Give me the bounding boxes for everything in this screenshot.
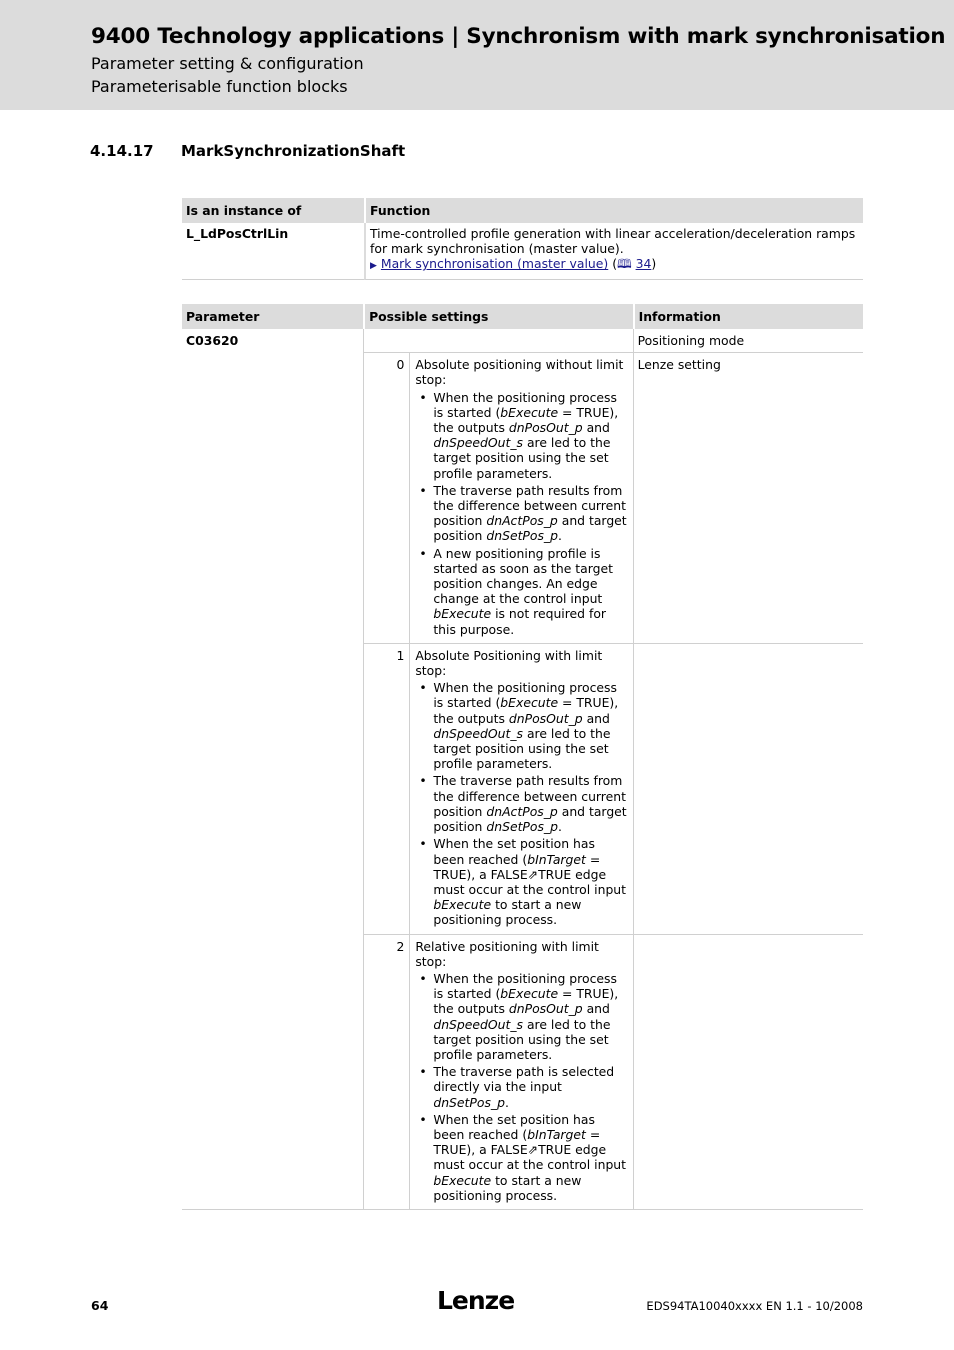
option-info: Lenze setting bbox=[633, 353, 863, 644]
parameter-code: C03620 bbox=[186, 333, 239, 348]
list-item: • When the positioning process is started (bExecute = TRUE), the outputs dnPosOut_p and dnSpeedOut_s are led to the target position using the set profile parameters. bbox=[433, 390, 628, 481]
parameter-spacer bbox=[182, 644, 363, 935]
list-item: • The traverse path results from the difference between current position dnActPos_p and target position dnSetPos_p. bbox=[433, 773, 628, 834]
list-item: • The traverse path is selected directly via the input dnSetPos_p. bbox=[433, 1064, 628, 1110]
page-subtitle: Parameter setting & configuration bbox=[91, 54, 364, 73]
option-title: Relative positioning with limit stop: bbox=[415, 938, 599, 969]
settings-empty-cell bbox=[363, 329, 633, 353]
instance-name: L_LdPosCtrlLin bbox=[182, 223, 364, 280]
instance-header: Is an instance of bbox=[182, 198, 364, 223]
function-header: Function bbox=[364, 198, 863, 223]
parameter-info: Positioning mode bbox=[633, 329, 863, 353]
list-item: • When the set position has been reached (bInTarget = TRUE), a FALSE⇗TRUE edge must occur at the control input bExecute to start a new positioning process. bbox=[433, 1112, 628, 1203]
parameter-table bbox=[182, 304, 863, 1210]
option-title: Absolute positioning without limit stop: bbox=[415, 357, 624, 388]
option-description bbox=[410, 935, 632, 1210]
option-info bbox=[633, 644, 863, 935]
page-ref-link[interactable]: 34 bbox=[635, 256, 652, 272]
book-icon: 🕮 bbox=[617, 256, 632, 272]
list-item: • A new positioning profile is started as soon as the target position changes. An edge change at the control input bExecute is not required for this purpose. bbox=[433, 546, 628, 637]
option-bullets bbox=[415, 971, 628, 1203]
page-subtitle-2: Parameterisable function blocks bbox=[91, 77, 348, 96]
section-number: 4.14.17 bbox=[90, 142, 154, 160]
option-value: 2 bbox=[363, 935, 410, 1210]
section-title: MarkSynchronizationShaft bbox=[181, 142, 406, 160]
mark-sync-link[interactable]: Mark synchronisation (master value) bbox=[380, 256, 609, 272]
page-title: 9400 Technology applications | Synchronism with mark synchronisation bbox=[91, 24, 946, 49]
page-number: 64 bbox=[91, 1298, 109, 1313]
list-item: • The traverse path results from the difference between current position dnActPos_p and target position dnSetPos_p. bbox=[433, 483, 628, 544]
information-header: Information bbox=[633, 304, 863, 329]
instance-table bbox=[182, 198, 863, 280]
function-link-row: ▶ Mark synchronisation (master value) (🕮 34) bbox=[370, 256, 657, 272]
page-header bbox=[0, 0, 954, 110]
option-bullets bbox=[415, 680, 628, 927]
option-value: 1 bbox=[363, 644, 410, 935]
lenze-logo: Lenze bbox=[437, 1286, 515, 1315]
document-id: EDS94TA10040xxxx EN 1.1 - 10/2008 bbox=[646, 1299, 863, 1313]
list-item: • When the positioning process is started (bExecute = TRUE), the outputs dnPosOut_p and dnSpeedOut_s are led to the target position using the set profile parameters. bbox=[433, 971, 628, 1062]
function-cell bbox=[364, 223, 863, 280]
option-info bbox=[633, 935, 863, 1210]
option-description bbox=[410, 644, 632, 935]
parameter-header: Parameter bbox=[182, 304, 363, 329]
parameter-spacer bbox=[182, 353, 363, 644]
option-description bbox=[410, 353, 632, 644]
list-item: • When the set position has been reached (bInTarget = TRUE), a FALSE⇗TRUE edge must occur at the control input bExecute to start a new positioning process. bbox=[433, 836, 628, 927]
option-title: Absolute Positioning with limit stop: bbox=[415, 647, 603, 679]
option-value: 0 bbox=[363, 353, 410, 644]
function-text: Time-controlled profile generation with linear acceleration/deceleration ramps for mark synchronisation (master value). bbox=[370, 226, 856, 257]
parameter-spacer bbox=[182, 935, 363, 1210]
list-item: • When the positioning process is started (bExecute = TRUE), the outputs dnPosOut_p and dnSpeedOut_s are led to the target position using the set profile parameters. bbox=[433, 680, 628, 771]
option-bullets bbox=[415, 390, 628, 637]
settings-header: Possible settings bbox=[363, 304, 633, 329]
link-arrow-icon: ▶ bbox=[370, 261, 377, 272]
